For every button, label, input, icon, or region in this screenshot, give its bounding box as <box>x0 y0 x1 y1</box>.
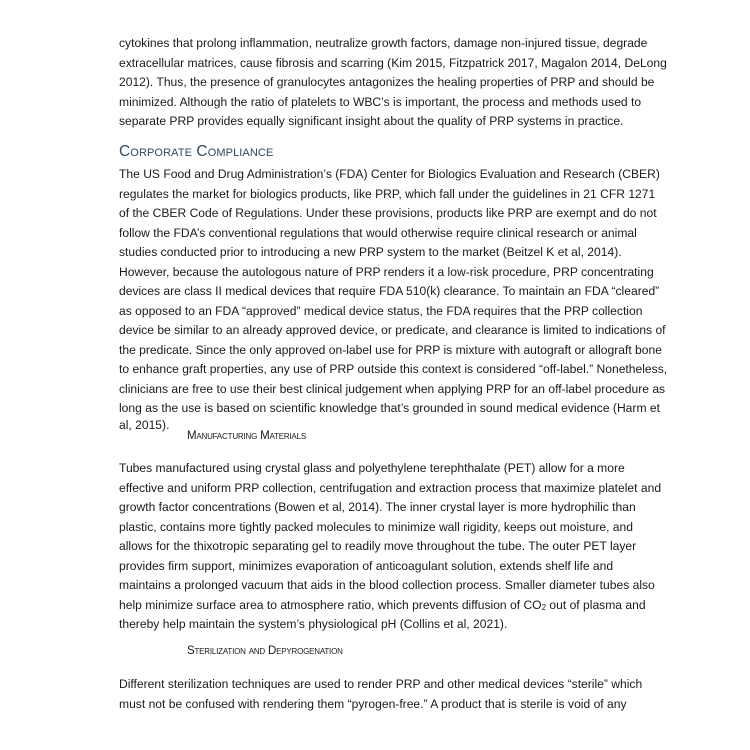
body-line: regulates the market for biologics products, like PRP, which fall under the guidelines in 21 CFR 1271 <box>119 186 656 201</box>
body-line: must not be confused with rendering them “pyrogen-free.” A product that is sterile is void of any <box>119 696 627 711</box>
body-line: growth factor concentrations (Bowen et al, 2014). The inner crystal layer is more hydrophilic than <box>119 500 636 514</box>
body-line: maintains a prolonged vacuum that aids in the blood collection process. Smaller diameter tubes also <box>119 578 655 592</box>
body-line: 2012). Thus, the presence of granulocytes antagonizes the healing properties of PRP and should be <box>119 75 655 89</box>
body-line-co2 <box>119 598 646 615</box>
body-line: extracellular matrices, cause fibrosis and scarring (Kim 2015, Fitzpatrick 2017, Magalon 2014, DeLong <box>119 55 667 70</box>
body-line: Tubes manufactured using crystal glass and polyethylene terephthalate (PET) allow for a more <box>119 461 625 475</box>
body-line: However, because the autologous nature of PRP renders it a low-risk procedure, PRP concentrating <box>119 264 654 279</box>
co2-text-before: help minimize surface area to atmosphere ratio, which prevents diffusion of CO <box>119 597 542 612</box>
body-line: effective and uniform PRP collection, centrifugation and extraction process that maximize platelet and <box>119 480 662 495</box>
body-line: The US Food and Drug Administration’s (FDA) Center for Biologics Evaluation and Research (CBER) <box>119 167 660 181</box>
section-heading-manufacturing-materials: Manufacturing Materials <box>187 430 306 442</box>
body-line: cytokines that prolong inflammation, neutralize growth factors, damage non-injured tissue, degrade <box>119 36 648 50</box>
body-line: separate PRP provides equally significant insight about the quality of PRP systems in practice. <box>119 114 624 128</box>
co2-subscript: 2 <box>541 602 547 612</box>
body-line: Different sterilization techniques are used to render PRP and other medical devices “sterile” which <box>119 677 643 691</box>
body-line: provides firm support, minimizes evaporation of anticoagulant solution, extends shelf life and <box>119 558 614 573</box>
body-line: the predicate. Since the only approved on-label use for PRP is mixture with autograft or allograft bone <box>119 342 662 357</box>
body-line: devices are class II medical devices that require FDA 510(k) clearance. To maintain an FDA “cleared” <box>119 284 660 298</box>
body-line: minimized. Although the ratio of platelets to WBC’s is important, the process and methods used to <box>119 94 642 109</box>
body-line: clinicians are free to use their best clinical judgement when applying PRP for an off-label procedure as <box>119 381 666 396</box>
body-line: al, 2015). <box>119 418 170 432</box>
body-line: device be similar to an already approved device, or predicate, and clearance is limited to indications of <box>119 323 666 337</box>
body-line: as opposed to an FDA “approved” medical device status, the FDA requires that the PRP collection <box>119 303 643 318</box>
section-heading-sterilization: Sterilization and Depyrogenation <box>187 645 343 657</box>
body-line: thereby help maintain the system’s physiological pH (Collins et al, 2021). <box>119 617 508 631</box>
body-line: to enhance graft properties, any use of PRP outside this context is considered “off-label.” Nonetheless, <box>119 362 668 376</box>
body-line: allows for the thixotropic separating gel to readily move throughout the tube. The outer PET layer <box>119 539 637 553</box>
body-line: of the CBER Code of Regulations. Under these provisions, products like PRP are exempt and do not <box>119 206 657 220</box>
co2-text-after: out of plasma and <box>546 597 646 612</box>
body-line: plastic, contains more tightly packed molecules to minimize wall rigidity, keeps out moisture, and <box>119 519 633 534</box>
section-heading-corporate-compliance: Corporate Compliance <box>119 143 274 160</box>
body-line: studies conducted prior to introducing a new PRP system to the market (Beitzel K et al, 2014). <box>119 245 622 259</box>
body-line: long as the use is based on scientific knowledge that’s grounded in sound medical evidence (Harm et <box>119 401 660 415</box>
body-line: follow the FDA’s conventional regulations that would otherwise require clinical research or animal <box>119 225 637 240</box>
